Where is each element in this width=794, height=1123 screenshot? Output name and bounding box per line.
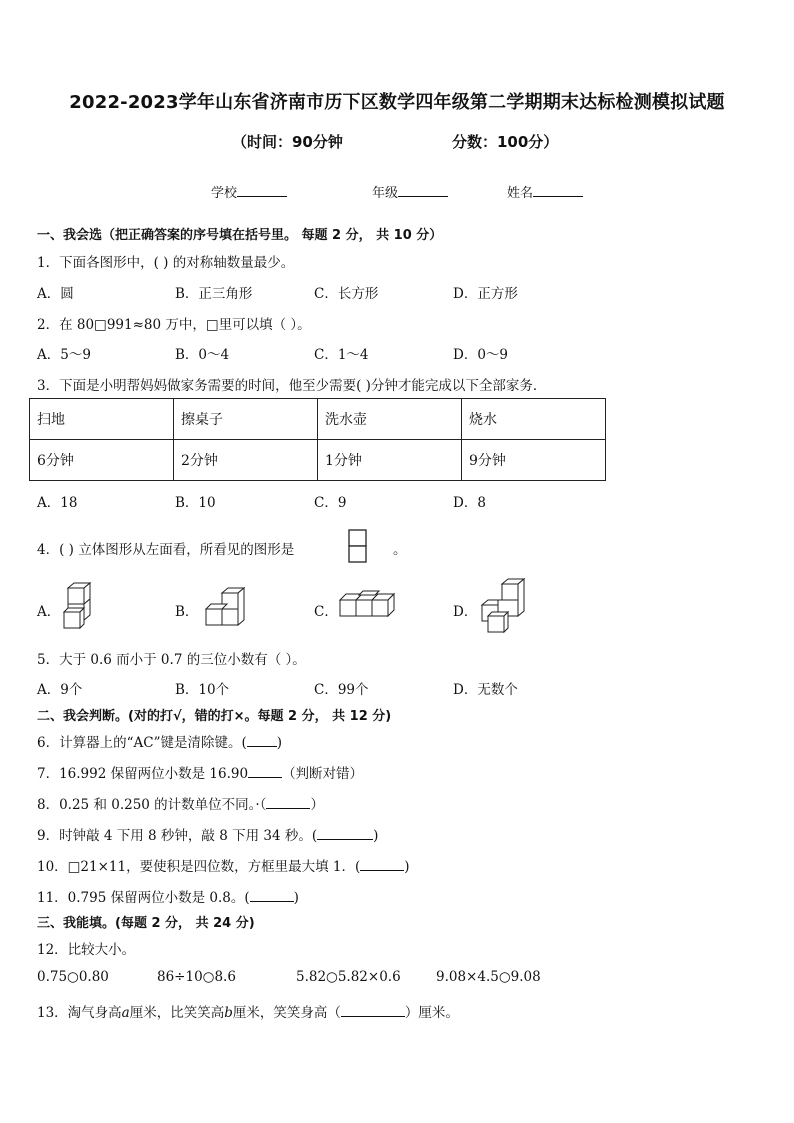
question-9 — [37, 824, 378, 844]
q5-option-d[interactable]: D．无数个 — [453, 682, 518, 698]
q4-option-b[interactable]: B． — [175, 604, 199, 620]
section-1-heading: 一、我会选（把正确答案的序号填在括号里。 每题 2 分， 共 10 分） — [37, 228, 443, 243]
exam-time: （时间：90分钟 — [232, 133, 343, 151]
q8-end: ） — [310, 797, 324, 813]
table-cell: 擦桌子 — [174, 399, 318, 440]
q1-option-b[interactable]: B．正三角形 — [175, 286, 253, 302]
left-view-figure — [348, 529, 368, 565]
school-label: 学校 — [211, 186, 238, 201]
q12-compare-4[interactable]: 9.08×4.5○9.08 — [436, 969, 541, 985]
q13-answer-blank[interactable] — [341, 1003, 405, 1017]
q9-text: 9．时钟敲 4 下用 8 秒钟，敲 8 下用 34 秒。( — [37, 828, 318, 844]
grade-field — [372, 182, 448, 201]
table-row — [30, 440, 606, 481]
school-field — [211, 182, 287, 201]
q5-option-b[interactable]: B．10个 — [175, 682, 230, 698]
q8-answer-blank[interactable] — [266, 795, 310, 809]
q12-compare-1[interactable]: 0.75○0.80 — [37, 969, 109, 985]
q11-answer-blank[interactable] — [250, 888, 294, 902]
cube-figure-b[interactable] — [203, 586, 249, 632]
q2-option-c[interactable]: C．1～4 — [314, 347, 369, 363]
school-blank[interactable] — [237, 184, 287, 197]
table-cell: 洗水壶 — [318, 399, 462, 440]
question-6 — [37, 731, 282, 751]
q1-option-a[interactable]: A．圆 — [37, 286, 74, 302]
chores-table — [29, 398, 606, 481]
q4-suffix: 。 — [393, 542, 407, 558]
table-cell: 9分钟 — [462, 440, 606, 481]
q9-answer-blank[interactable] — [317, 826, 373, 840]
exam-score: 分数：100分） — [452, 133, 559, 151]
cube-figure-c[interactable] — [337, 590, 399, 626]
name-blank[interactable] — [533, 184, 583, 197]
question-2: 2．在 80□991≈80 万中，□里可以填（ ）。 — [37, 317, 311, 333]
q3-option-a[interactable]: A．18 — [37, 495, 78, 511]
q6-text: 6．计算器上的“AC”键是清除键。( — [37, 735, 247, 751]
q4-option-a[interactable]: A． — [37, 604, 61, 620]
q4-option-d[interactable]: D． — [453, 604, 478, 620]
table-cell: 扫地 — [30, 399, 174, 440]
section-3-heading: 三、我能填。(每题 2 分， 共 24 分) — [37, 916, 255, 931]
table-row — [30, 399, 606, 440]
question-3: 3．下面是小明帮妈妈做家务需要的时间，他至少需要( )分钟才能完成以下全部家务． — [37, 378, 547, 394]
question-10 — [37, 855, 410, 875]
q8-text: 8．0.25 和 0.250 的计数单位不同。·（ — [37, 797, 267, 813]
name-label: 姓名 — [507, 186, 534, 201]
q11-end: ) — [293, 890, 299, 906]
table-cell: 烧水 — [462, 399, 606, 440]
q10-text: 10．□21×11，要使积是四位数，方框里最大填 1．( — [37, 859, 361, 875]
section-2-heading: 二、我会判断。(对的打√，错的打×。每题 2 分， 共 12 分) — [37, 709, 392, 724]
question-13 — [37, 1001, 459, 1021]
cube-figure-d[interactable] — [474, 578, 528, 638]
question-7 — [37, 762, 363, 782]
page-title: 2022-2023学年山东省济南市历下区数学四年级第二学期期末达标检测模拟试题 — [69, 92, 725, 113]
q7-text: 7．16.992 保留两位小数是 16.90 — [37, 766, 249, 782]
grade-label: 年级 — [372, 186, 399, 201]
question-12: 12．比较大小。 — [37, 942, 136, 958]
q12-compare-2[interactable]: 86÷10○8.6 — [157, 969, 236, 985]
q5-option-c[interactable]: C．99个 — [314, 682, 369, 698]
table-cell: 6分钟 — [30, 440, 174, 481]
question-8 — [37, 793, 324, 813]
q2-option-b[interactable]: B．0～4 — [175, 347, 230, 363]
question-11 — [37, 886, 299, 906]
q13-end: ）厘米。 — [404, 1005, 459, 1021]
q7-end: （判断对错） — [282, 766, 364, 782]
q2-option-d[interactable]: D．0～9 — [453, 347, 509, 363]
q10-answer-blank[interactable] — [360, 857, 404, 871]
q5-option-a[interactable]: A．9个 — [37, 682, 83, 698]
q6-end: ) — [276, 735, 283, 751]
table-cell: 2分钟 — [174, 440, 318, 481]
q7-answer-blank[interactable] — [248, 764, 282, 778]
q10-end: ) — [404, 859, 410, 875]
q3-option-b[interactable]: B．10 — [175, 495, 216, 511]
question-5: 5．大于 0.6 而小于 0.7 的三位小数有（ ）。 — [37, 652, 306, 668]
q11-text: 11．0.795 保留两位小数是 0.8。( — [37, 890, 250, 906]
cube-figure-a[interactable] — [62, 582, 98, 632]
question-4: 4．( ) 立体图形从左面看，所看见的图形是 — [37, 542, 295, 558]
q4-option-c[interactable]: C． — [314, 604, 338, 620]
q13-text: 13．淘气身高𝑎厘米，比笑笑高𝑏厘米，笑笑身高（ — [37, 1005, 341, 1021]
q3-option-c[interactable]: C．9 — [314, 495, 347, 511]
q9-end: ) — [373, 828, 379, 844]
q12-compare-3[interactable]: 5.82○5.82×0.6 — [296, 969, 401, 985]
table-cell: 1分钟 — [318, 440, 462, 481]
q1-option-d[interactable]: D．正方形 — [453, 286, 518, 302]
q2-option-a[interactable]: A．5～9 — [37, 347, 91, 363]
q6-answer-blank[interactable] — [247, 733, 277, 747]
q1-option-c[interactable]: C．长方形 — [314, 286, 379, 302]
q3-option-d[interactable]: D．8 — [453, 495, 486, 511]
name-field — [507, 182, 583, 201]
grade-blank[interactable] — [398, 184, 448, 197]
question-1: 1．下面各图形中，( ) 的对称轴数量最少。 — [37, 255, 295, 271]
